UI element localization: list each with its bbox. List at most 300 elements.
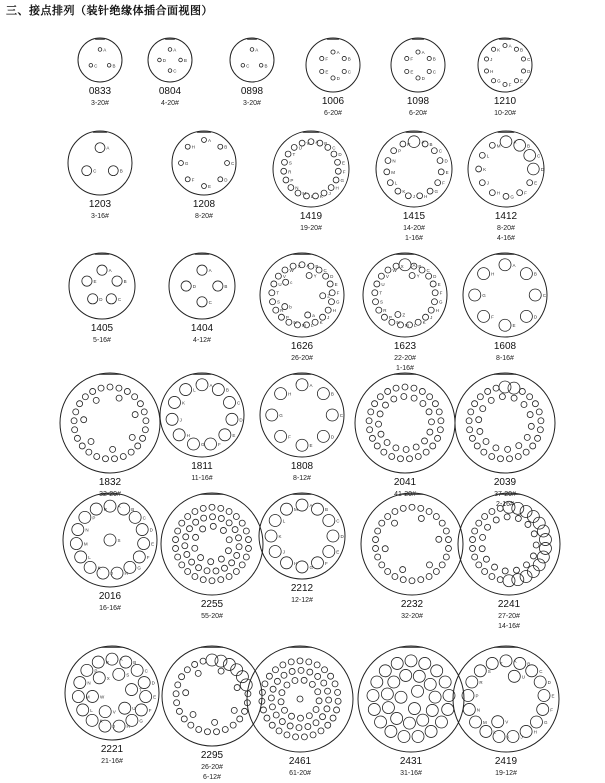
connector-1626: [252, 250, 352, 368]
contact-letter: A: [309, 503, 313, 509]
contact-pin: [282, 159, 288, 165]
contact-pin: [504, 514, 510, 520]
contact-pin: [81, 664, 93, 676]
contact-pin: [376, 421, 382, 427]
contact-pin: [469, 289, 481, 301]
contact-letter: S: [380, 299, 384, 305]
contact-letter: P: [94, 668, 98, 674]
contact-pin: [532, 401, 538, 407]
contact-pin: [379, 562, 385, 568]
contact-pin: [108, 166, 118, 176]
contact-letter: D: [162, 58, 166, 63]
contact-pin: [90, 388, 96, 394]
contact-pin: [317, 388, 329, 400]
connector-1404: [152, 250, 252, 350]
contact-pin: [443, 554, 449, 560]
contact-pin: [218, 177, 223, 182]
contact-pin: [468, 409, 474, 415]
contact-pin: [291, 144, 297, 150]
contact-pin: [202, 184, 207, 189]
contact-letter: P: [92, 515, 96, 521]
connector-code: 0833: [88, 86, 112, 97]
contact-spec: 27-20#: [498, 613, 520, 620]
contact-pin: [74, 435, 80, 441]
contact-pin: [416, 76, 420, 80]
connector-1608: [455, 250, 555, 368]
contact-pin: [476, 562, 482, 568]
contact-pin: [426, 508, 432, 514]
contact-pin: [492, 564, 498, 570]
contact-pin: [426, 574, 432, 580]
contact-pin: [183, 690, 189, 696]
contact-letter: D: [330, 274, 334, 280]
contact-letter: K: [422, 320, 426, 326]
contact-pin: [385, 267, 391, 273]
contact-pin: [316, 698, 322, 704]
contact-letter: B: [315, 264, 319, 270]
contact-letter: D: [340, 534, 344, 539]
contact-spec: 2-16#: [496, 501, 514, 508]
contact-pin: [539, 542, 551, 554]
connector-code: 1412: [494, 211, 518, 222]
connector-1208: [154, 128, 254, 226]
contact-letter: K: [319, 193, 323, 199]
contact-pin: [424, 678, 436, 690]
contact-letter: U: [521, 674, 526, 680]
contact-letter: T: [499, 661, 503, 667]
contact-letter: D: [533, 314, 538, 320]
contact-pin: [124, 388, 130, 394]
contact-letter: W: [289, 268, 294, 274]
contact-letter: A: [255, 47, 259, 53]
contact-pin: [335, 168, 341, 174]
connector-face-diagram: [455, 35, 555, 95]
contact-pin: [426, 704, 438, 716]
contact-pin: [435, 180, 441, 186]
contact-pin: [469, 435, 475, 441]
contact-pin: [239, 520, 245, 526]
connector-code: 1203: [88, 199, 112, 210]
contact-spec: 3-20#: [243, 100, 261, 107]
contact-pin: [307, 669, 313, 675]
contact-pin: [82, 166, 92, 176]
contact-letter: F: [524, 190, 527, 196]
contact-letter: A: [336, 50, 340, 56]
connector-code: 0898: [240, 86, 264, 97]
contact-pin: [278, 699, 284, 705]
connector-code: 1404: [190, 323, 214, 334]
contact-pin: [272, 667, 278, 673]
contact-pin: [74, 677, 86, 689]
contact-pin: [537, 551, 549, 563]
contact-pin: [88, 294, 98, 304]
contact-pin: [397, 456, 403, 462]
contact-letter: G: [510, 194, 514, 200]
connector-code: 1832: [98, 477, 122, 488]
contact-pin: [209, 504, 215, 510]
contact-spec: 8-16#: [496, 355, 514, 362]
contact-letter: D: [338, 152, 342, 158]
contact-spec: 4-16#: [497, 235, 515, 242]
contact-letter: J: [412, 193, 415, 199]
contact-pin: [520, 310, 532, 322]
contact-pin: [375, 716, 387, 728]
contact-letter: L: [493, 729, 496, 735]
contact-pin: [226, 537, 232, 543]
contact-pin: [411, 385, 417, 391]
contact-letter: D: [527, 69, 531, 75]
contact-letter: E: [153, 694, 157, 700]
contact-letter: C: [144, 668, 148, 674]
contact-pin: [84, 561, 96, 573]
contact-pin: [126, 684, 138, 696]
contact-pin: [275, 273, 281, 279]
contact-pin: [527, 412, 533, 418]
contact-pin: [400, 577, 406, 583]
contact-letter: D: [149, 527, 153, 533]
contact-pin: [196, 565, 202, 571]
contact-letter: H: [186, 432, 190, 438]
contact-pin: [489, 142, 495, 148]
contact-pin: [431, 299, 437, 305]
contact-letter: G: [434, 189, 439, 195]
contact-letter: J: [430, 315, 433, 321]
contact-pin: [515, 515, 521, 521]
contact-pin: [200, 526, 206, 532]
contact-pin: [472, 528, 478, 534]
contact-letter: F: [218, 442, 221, 448]
contact-pin: [463, 703, 475, 715]
contact-letter: U: [381, 281, 385, 287]
contact-pin: [77, 401, 83, 407]
contact-pin: [278, 314, 284, 320]
contact-pin: [445, 537, 451, 543]
contact-letter: C: [537, 153, 541, 159]
contact-pin: [491, 47, 495, 51]
contact-pin: [530, 553, 536, 559]
contact-pin: [112, 276, 122, 286]
contact-spec: 55-20#: [201, 613, 223, 620]
contact-spec: 14-16#: [498, 623, 520, 630]
contact-pin: [369, 435, 375, 441]
contact-pin: [524, 434, 530, 440]
contact-pin: [269, 290, 275, 296]
contact-letter: D: [99, 296, 103, 302]
contact-pin: [269, 704, 275, 710]
contact-letter: D: [192, 284, 196, 289]
contact-pin: [497, 456, 503, 462]
contact-pin: [231, 707, 237, 713]
contact-pin: [218, 515, 224, 521]
connector-2255: [162, 490, 262, 626]
contact-pin: [485, 388, 491, 394]
contact-pin: [428, 307, 434, 313]
contact-letter: F: [146, 554, 150, 560]
connector-code: 1623: [393, 341, 417, 352]
contact-letter: G: [335, 299, 340, 305]
contact-spec: 61-20#: [289, 770, 311, 777]
contact-pin: [77, 704, 89, 716]
contact-pin: [381, 688, 393, 700]
contact-letter: R: [105, 660, 109, 666]
contact-spec: 1-16#: [396, 365, 414, 372]
contact-pin: [92, 656, 104, 668]
connector-1832: [60, 370, 160, 504]
contact-letter: K: [483, 167, 487, 172]
contact-pin: [323, 515, 335, 527]
contact-pin: [209, 382, 224, 396]
contact-pin: [174, 700, 180, 706]
contact-pin: [137, 401, 143, 407]
contact-pin: [411, 395, 417, 401]
connector-outline: [68, 131, 132, 195]
contact-pin: [218, 556, 224, 562]
contact-letter: J: [490, 56, 493, 62]
contact-pin: [497, 505, 503, 511]
contact-letter: B: [225, 387, 229, 393]
contact-pin: [484, 69, 488, 73]
contact-letter: P: [290, 177, 294, 183]
contact-pin: [93, 672, 105, 684]
contact-pin: [482, 568, 488, 574]
contact-pin: [200, 577, 206, 583]
contact-pin: [413, 670, 425, 682]
contact-pin: [166, 413, 178, 425]
contact-pin: [489, 190, 495, 196]
contact-pin: [467, 427, 473, 433]
contact-pin: [371, 676, 383, 688]
contact-pin: [325, 307, 331, 313]
contact-pin: [427, 69, 431, 73]
contact-pin: [466, 418, 472, 424]
contact-letter: R: [280, 308, 284, 314]
contact-letter: B: [123, 279, 127, 285]
contact-letter: K: [99, 718, 103, 724]
contact-pin: [486, 657, 498, 669]
contact-pin: [385, 568, 391, 574]
connector-code: 2431: [399, 756, 423, 767]
contact-pin: [197, 265, 207, 275]
contact-pin: [129, 434, 135, 440]
contact-letter: R: [383, 308, 387, 314]
contact-letter: X: [297, 264, 301, 270]
contact-pin: [296, 439, 308, 451]
contact-pin: [72, 427, 78, 433]
contact-pin: [201, 515, 207, 521]
connector-face-diagram: [250, 643, 350, 755]
contact-pin: [82, 394, 88, 400]
contact-pin: [479, 152, 485, 158]
contact-pin: [331, 76, 335, 80]
contact-pin: [129, 511, 141, 523]
contact-letter: C: [432, 69, 437, 75]
contact-pin: [326, 697, 332, 703]
connector-code: 1419: [299, 211, 323, 222]
contact-pin: [423, 449, 429, 455]
connector-2221: [62, 643, 162, 771]
contact-pin: [521, 57, 525, 61]
contact-pin: [476, 166, 482, 172]
contact-letter: J: [179, 417, 182, 423]
contact-pin: [243, 554, 249, 560]
contact-pin: [426, 273, 432, 279]
contact-pin: [131, 664, 143, 676]
contact-pin: [72, 524, 84, 536]
contact-pin: [195, 670, 201, 676]
contact-pin: [175, 528, 181, 534]
contact-pin: [538, 418, 544, 424]
contact-letter: A: [108, 268, 112, 274]
contact-pin: [443, 528, 449, 534]
contact-letter: J: [520, 734, 523, 740]
contact-pin: [320, 293, 326, 299]
contact-letter: H: [490, 69, 494, 75]
contact-letter: D: [224, 177, 228, 183]
contact-pin: [196, 726, 202, 732]
contact-pin: [197, 297, 207, 307]
contact-pin: [485, 524, 491, 530]
contact-pin: [503, 193, 509, 199]
contact-pin: [213, 568, 219, 574]
contact-letter: U: [278, 281, 282, 287]
contact-pin: [437, 158, 443, 164]
contact-pin: [367, 427, 373, 433]
contact-pin: [321, 680, 327, 686]
contact-letter: C: [237, 400, 241, 406]
contact-pin: [422, 438, 428, 444]
contact-pin: [474, 665, 486, 677]
connector-code: 1405: [90, 323, 114, 334]
connector-outline: [458, 493, 560, 595]
contact-pin: [382, 402, 388, 408]
contact-pin: [429, 691, 441, 703]
connector-face-diagram: [456, 643, 556, 755]
contact-pin: [508, 382, 520, 394]
connector-outline: [69, 253, 135, 319]
connector-face-diagram: [154, 128, 254, 198]
contact-pin: [225, 548, 231, 554]
contact-pin: [279, 719, 285, 725]
contact-pin: [262, 681, 268, 687]
contact-pin: [81, 417, 87, 423]
connector-code: 1811: [191, 461, 213, 472]
contact-pin: [323, 273, 329, 279]
contact-pin: [97, 265, 107, 275]
contact-letter: F: [288, 434, 291, 440]
contact-pin: [514, 79, 518, 83]
contact-pin: [484, 57, 488, 61]
connector-2241: [459, 490, 559, 630]
contact-pin: [400, 669, 412, 681]
contact-letter: N: [396, 320, 400, 326]
contact-pin: [182, 543, 188, 549]
contact-pin: [534, 676, 546, 688]
contact-pin: [313, 720, 319, 726]
contact-pin: [93, 397, 99, 403]
contact-pin: [327, 530, 339, 542]
contact-pin: [398, 731, 410, 743]
contact-letter: F: [439, 290, 443, 296]
contact-pin: [173, 537, 179, 543]
contact-letter: F: [410, 56, 414, 62]
contact-pin: [281, 557, 293, 569]
contact-pin: [226, 508, 232, 514]
contact-pin: [335, 698, 341, 704]
contact-pin: [236, 535, 242, 541]
contact-pin: [537, 427, 543, 433]
contact-letter: F: [342, 169, 346, 175]
contact-letter: F: [325, 56, 329, 62]
contact-pin: [306, 273, 312, 279]
contact-pin: [412, 685, 424, 697]
contact-pin: [529, 289, 541, 301]
contact-pin: [412, 731, 424, 743]
contact-spec: 4-12#: [193, 337, 211, 344]
contact-letter: S: [277, 299, 281, 305]
contact-pin: [132, 412, 138, 418]
contact-letter: B: [131, 507, 135, 513]
contact-pin: [531, 531, 537, 537]
contact-pin: [135, 704, 147, 716]
contact-pin: [325, 144, 331, 150]
contact-pin: [218, 668, 224, 674]
contact-pin: [503, 575, 515, 587]
contact-pin: [489, 574, 495, 580]
contact-spec: 3-16#: [91, 213, 109, 220]
connector-1419: [261, 128, 361, 238]
contact-letter: F: [336, 290, 340, 296]
contact-letter: G: [137, 565, 141, 571]
contact-pin: [225, 161, 230, 166]
connector-outline: [260, 373, 344, 457]
contact-pin: [226, 574, 232, 580]
contact-letter: E: [445, 169, 449, 175]
contact-pin: [218, 577, 224, 583]
connector-code: 2295: [200, 750, 224, 761]
contact-pin: [269, 515, 281, 527]
contact-letter: E: [151, 541, 155, 547]
contact-pin: [268, 695, 274, 701]
contact-letter: E: [207, 184, 211, 190]
contact-pin: [426, 409, 432, 415]
contact-pin: [270, 299, 276, 305]
contact-pin: [116, 395, 122, 401]
contact-letter: B: [324, 141, 328, 147]
contact-pin: [480, 534, 486, 540]
contact-pin: [279, 690, 285, 696]
connector-outline: [355, 373, 455, 473]
contact-pin: [168, 69, 172, 73]
contact-pin: [493, 445, 499, 451]
contact-pin: [488, 397, 494, 403]
contact-pin: [328, 299, 334, 305]
contact-pin: [327, 281, 333, 287]
contact-pin: [104, 534, 116, 546]
connector-2212: [252, 490, 352, 610]
contact-pin: [342, 56, 346, 60]
contact-pin: [516, 443, 522, 449]
connector-1808: [252, 370, 352, 488]
contact-letter: G: [340, 177, 344, 183]
contact-pin: [535, 435, 541, 441]
contact-letter: D: [336, 75, 340, 81]
contact-pin: [403, 446, 409, 452]
contact-pin: [317, 430, 329, 442]
contact-letter: Z: [402, 312, 406, 318]
contact-letter: L: [394, 180, 398, 186]
contact-pin: [233, 514, 239, 520]
contact-letter: A: [421, 50, 425, 56]
